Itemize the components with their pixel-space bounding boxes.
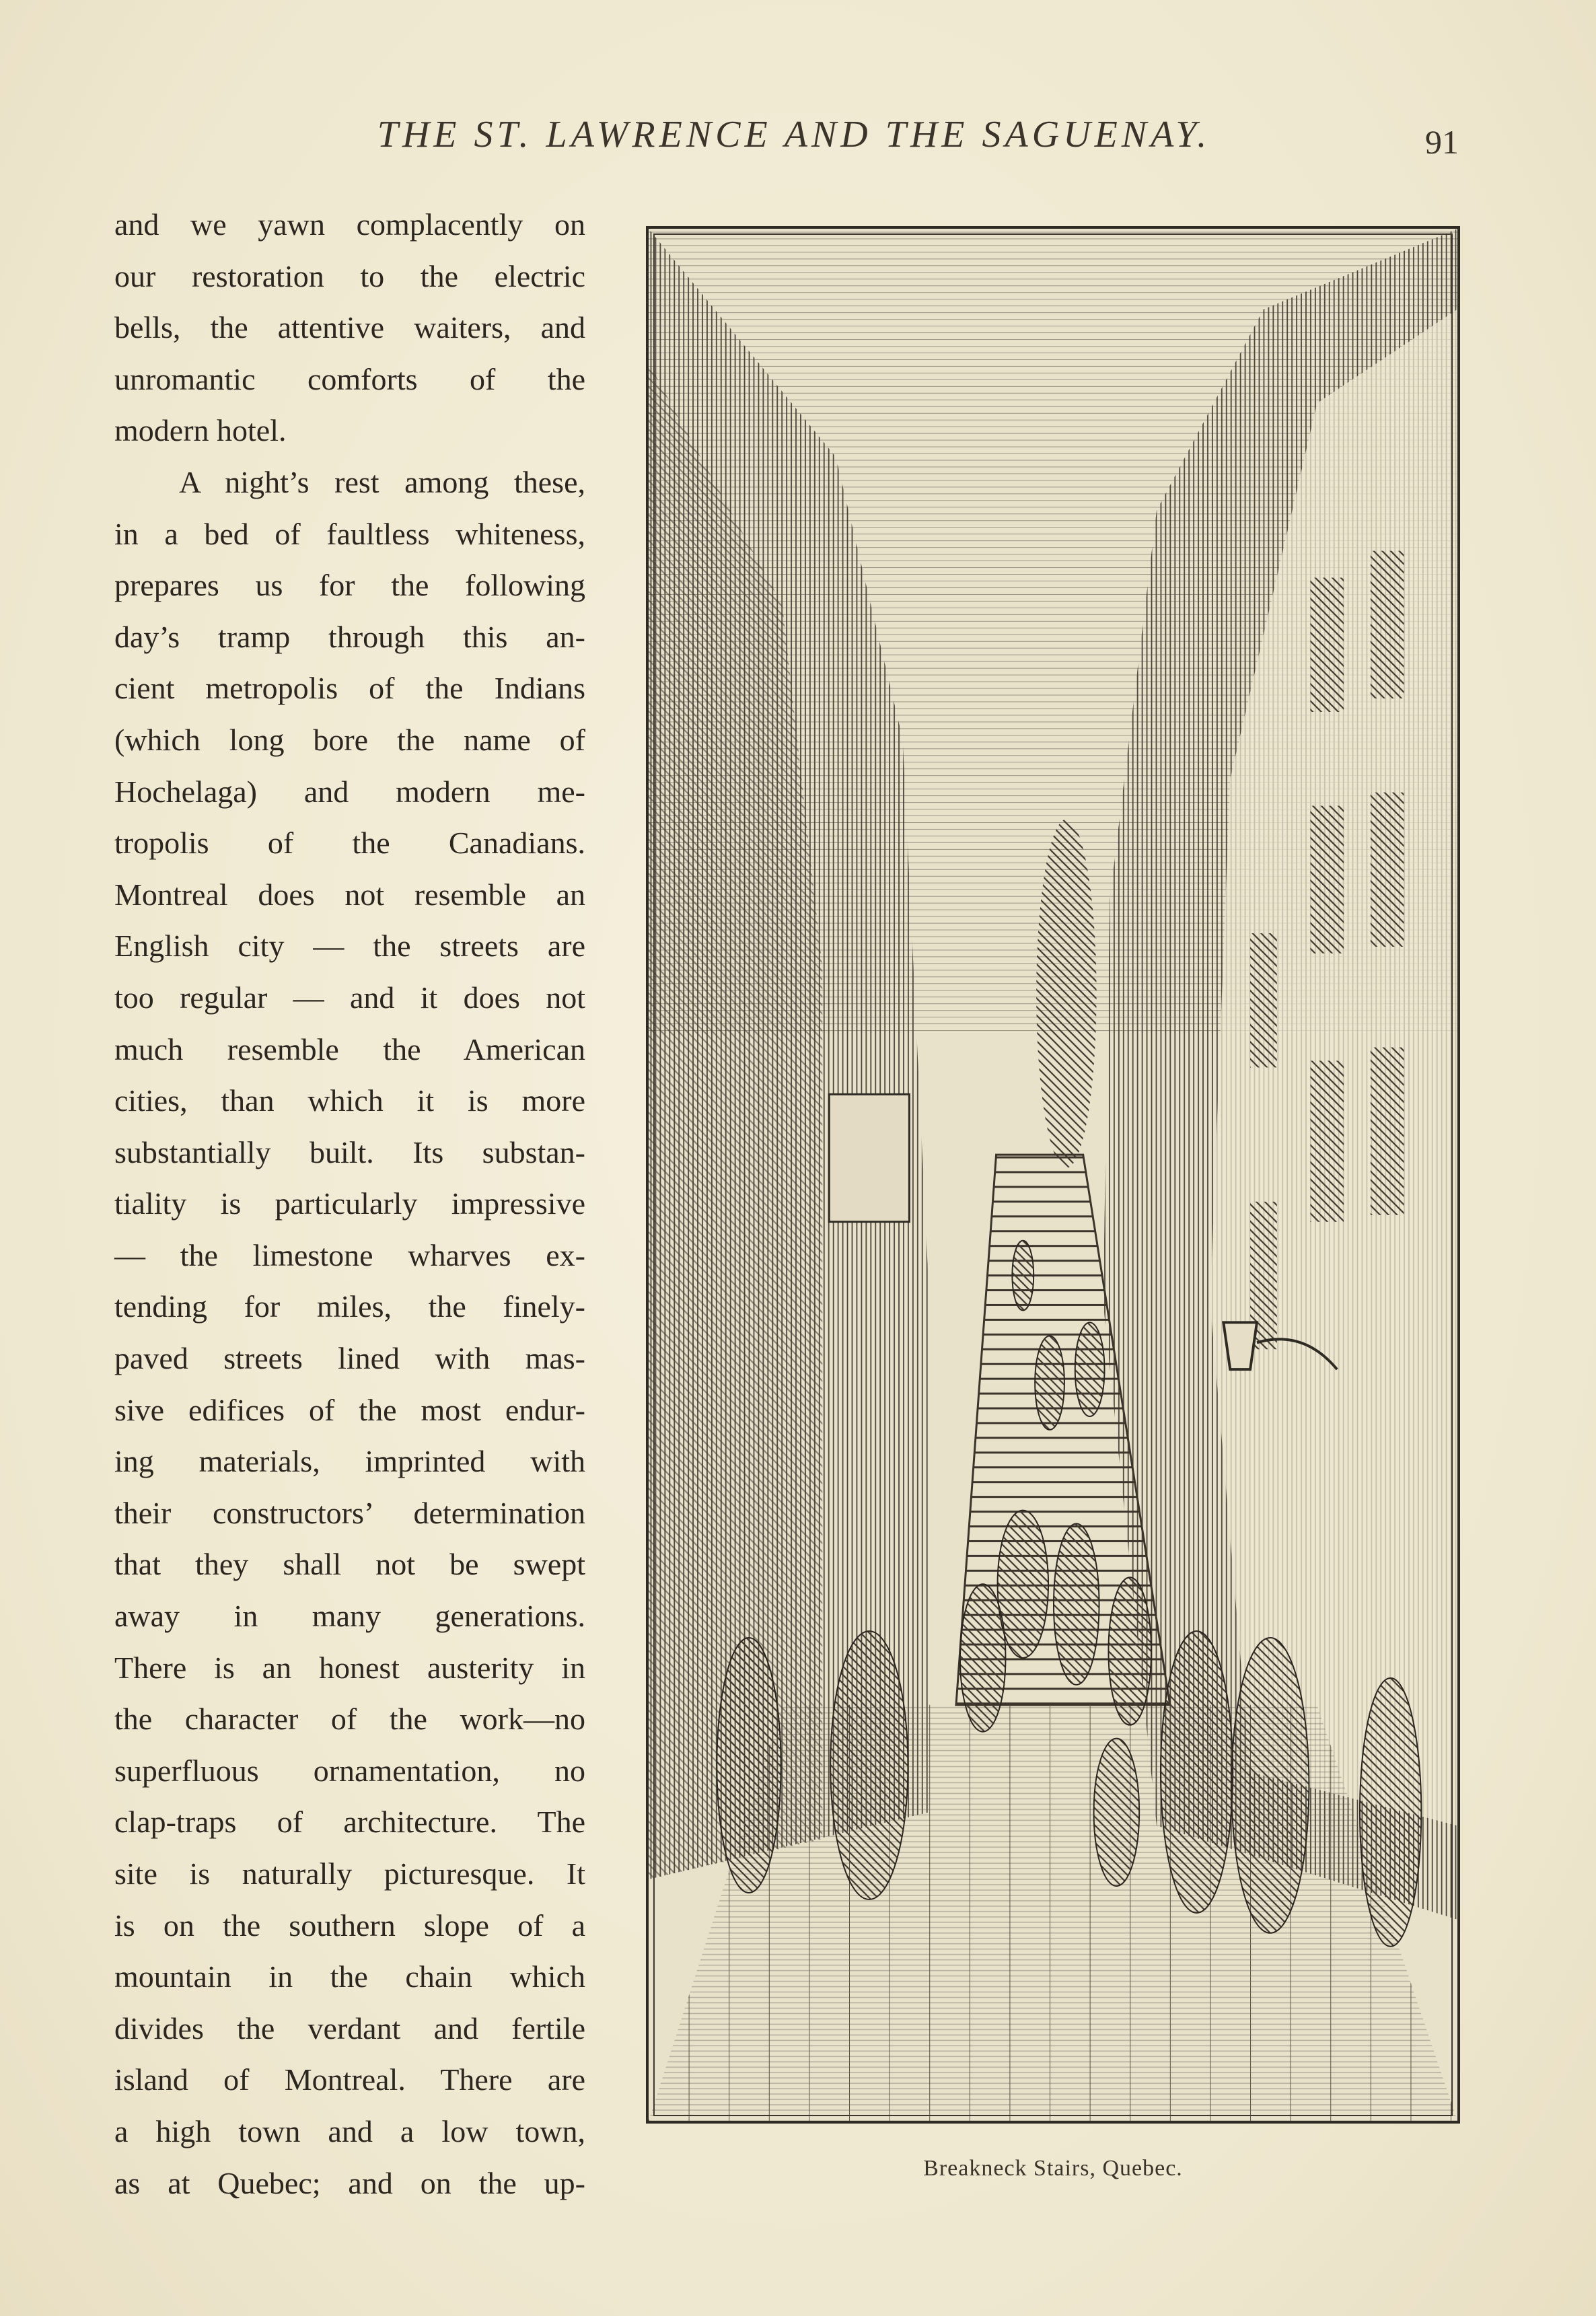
text-line: tending for miles, the finely-: [114, 1289, 585, 1324]
distant-tree: [1036, 820, 1096, 1169]
text-line: substantially built. Its substan-: [114, 1134, 585, 1169]
illustration-caption: Breakneck Stairs, Quebec.: [923, 2156, 1183, 2181]
text-line: that they shall not be swept: [114, 1547, 585, 1582]
text-line: — the limestone wharves ex-: [114, 1237, 585, 1272]
text-line: ing materials, imprinted with: [114, 1444, 585, 1479]
text-line: day’s tramp through this an-: [114, 619, 585, 654]
text-line: tropolis of the Canadians.: [114, 826, 585, 861]
engraving-drawing: [649, 229, 1457, 2121]
text-line: Montreal does not resemble an: [114, 877, 585, 912]
text-line: tiality is particularly impressive: [114, 1186, 585, 1221]
text-line: sive edifices of the most endur-: [114, 1392, 585, 1427]
text-line: unromantic comforts of the: [114, 361, 585, 396]
text-line: prepares us for the following: [114, 568, 585, 603]
text-line: divides the verdant and fertile: [114, 2011, 585, 2046]
text-line: bells, the attentive waiters, and: [114, 310, 585, 345]
page-number: 91: [1425, 123, 1459, 161]
text-line: much resemble the American: [114, 1032, 585, 1066]
running-head: THE ST. LAWRENCE AND THE SAGUENAY.: [377, 114, 1211, 155]
text-line: in a bed of faultless whiteness,: [114, 516, 585, 551]
text-line: our restoration to the electric: [114, 258, 585, 293]
hanging-sign: [829, 1094, 909, 1221]
text-line: island of Montreal. There are: [114, 2062, 585, 2097]
text-line: A night’s rest among these,: [179, 464, 585, 499]
text-line: English city — the streets are: [114, 929, 585, 964]
text-line: the character of the work—no: [114, 1702, 585, 1737]
text-line: cities, than which it is more: [114, 1083, 585, 1118]
text-line: mountain in the chain which: [114, 1959, 585, 1994]
text-line: clap-traps of architecture. The: [114, 1805, 585, 1840]
text-line: a high town and a low town,: [114, 2113, 585, 2148]
text-line: too regular — and it does not: [114, 980, 585, 1015]
text-line: There is an honest austerity in: [114, 1650, 585, 1685]
text-line: modern hotel.: [114, 413, 287, 448]
text-line: site is naturally picturesque. It: [114, 1856, 585, 1891]
text-line: cient metropolis of the Indians: [114, 671, 585, 706]
text-line: Hochelaga) and modern me-: [114, 774, 585, 809]
text-line: (which long bore the name of: [114, 722, 585, 757]
text-line: is on the southern slope of a: [114, 1908, 585, 1943]
text-line: and we yawn complacently on: [114, 207, 585, 242]
engraving-breakneck-stairs: [646, 226, 1460, 2124]
text-line: superfluous ornamentation, no: [114, 1753, 585, 1788]
body-text-column: [114, 199, 585, 2209]
text-line: paved streets lined with mas-: [114, 1341, 585, 1376]
text-line: away in many generations.: [114, 1599, 585, 1634]
text-line: as at Quebec; and on the up-: [114, 2165, 585, 2200]
text-line: their constructors’ determination: [114, 1495, 585, 1530]
